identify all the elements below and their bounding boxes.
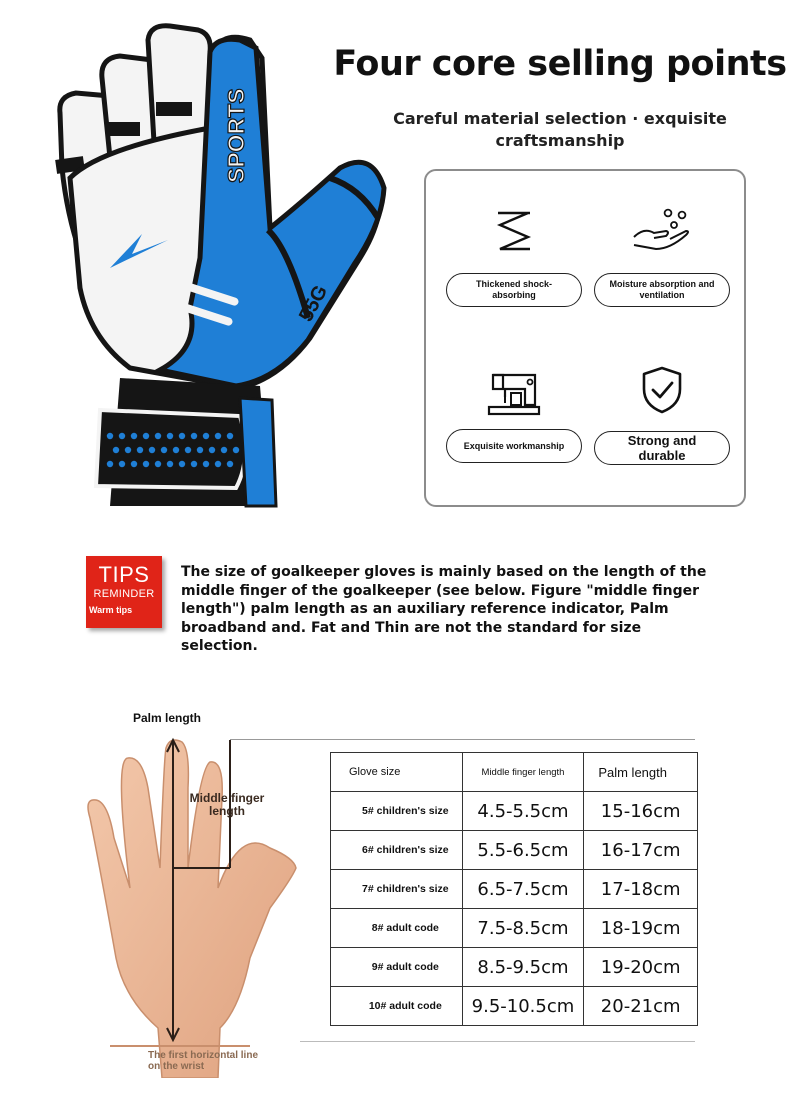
strap-dot [143,461,149,467]
tips-reminder-badge [86,556,162,628]
feature-label: Thickened shock-absorbing [446,273,582,307]
wrist-line-label: The first horizontal line on the wrist [148,1050,259,1072]
middle-finger-cell: 5.5-6.5cm [462,831,584,870]
shield-check-icon [640,365,684,415]
middle-finger-cell: 6.5-7.5cm [462,870,584,909]
strap-dot [107,461,113,467]
strap-dot [227,433,233,439]
strap-dot [203,461,209,467]
strap-dot [143,433,149,439]
header-middle-finger-length: Middle finger length [462,753,584,792]
glove-model-text: 55G [294,281,333,326]
strap-dot [107,433,113,439]
strap-dot [167,433,173,439]
palm-length-cell: 16-17cm [584,831,698,870]
middle-finger-cell: 9.5-10.5cm [462,987,584,1026]
palm-length-label: Palm length [133,711,202,725]
table-row [331,948,698,987]
strap-dot [155,461,161,467]
palm-length-cell: 17-18cm [584,870,698,909]
size-cell: 5# children's size [331,792,463,831]
strap-dot [161,447,167,453]
feature-shock-absorbing [444,207,584,307]
feature-label: Strong and durable [594,431,730,465]
water-drops-hand-icon [630,207,694,255]
feature-label: Moisture absorption and ventilation [594,273,730,307]
divider-bottom [300,1041,695,1042]
palm-length-cell: 18-19cm [584,909,698,948]
feature-panel [424,169,746,507]
strap-dot [167,461,173,467]
table-row [331,831,698,870]
strap-dot [197,447,203,453]
middle-finger-cell: 7.5-8.5cm [462,909,584,948]
table-header-row [331,753,698,792]
divider-top [230,739,695,740]
strap-dot [137,447,143,453]
strap-dot [209,447,215,453]
page-subtitle: Careful material selection · exquisite craftsmanship [393,109,727,150]
strap-dot [179,461,185,467]
strap-dot [191,461,197,467]
strap-dot [125,447,131,453]
size-cell: 10# adult code [331,987,463,1026]
palm-length-cell: 20-21cm [584,987,698,1026]
strap-dot [149,447,155,453]
strap-dot [227,461,233,467]
page-title: Four core selling points [333,44,787,84]
tips-text: The size of goalkeeper gloves is mainly based on the length of the middle finger of the goalkeeper (see below. Figure "middle finger length") palm length as an auxiliary reference indicator, Palm broadband and. Fat and Thin are not the standard for size selection. [181,564,707,654]
tips-badge-note: Warm tips [89,605,133,615]
tips-badge-title: TIPS [98,562,150,587]
table-row [331,909,698,948]
size-cell: 9# adult code [331,948,463,987]
spring-icon [492,207,536,255]
goalkeeper-glove-image [40,18,400,518]
strap-dot [131,461,137,467]
size-table [330,752,698,1026]
feature-label: Exquisite workmanship [446,429,582,463]
glove-brand-text: SPORTS [223,88,249,183]
feature-moisture [592,207,732,307]
feature-durable [592,365,732,465]
strap-dot [215,461,221,467]
palm-length-cell: 15-16cm [584,792,698,831]
strap-dot [185,447,191,453]
table-row [331,792,698,831]
sewing-machine-icon [487,367,541,417]
middle-finger-length-label: Middle finger length [189,791,265,818]
size-cell: 7# children's size [331,870,463,909]
tips-badge-subtitle: REMINDER [93,588,155,600]
strap-dot [113,447,119,453]
strap-dot [215,433,221,439]
middle-finger-cell: 4.5-5.5cm [462,792,584,831]
hand-measurement-image [70,728,330,1078]
strap-dot [203,433,209,439]
feature-workmanship [444,367,584,463]
strap-dot [131,433,137,439]
strap-dot [233,447,239,453]
size-cell: 8# adult code [331,909,463,948]
palm-length-cell: 19-20cm [584,948,698,987]
strap-dot [179,433,185,439]
strap-dot [155,433,161,439]
strap-dot [221,447,227,453]
size-cell: 6# children's size [331,831,463,870]
strap-dot [119,461,125,467]
glove-wrist-strap [96,378,276,506]
strap-dot [173,447,179,453]
middle-finger-cell: 8.5-9.5cm [462,948,584,987]
table-row [331,987,698,1026]
header-palm-length: Palm length [584,753,698,792]
table-row [331,870,698,909]
strap-dot [191,433,197,439]
strap-dot [119,433,125,439]
header-glove-size: Glove size [331,753,463,792]
